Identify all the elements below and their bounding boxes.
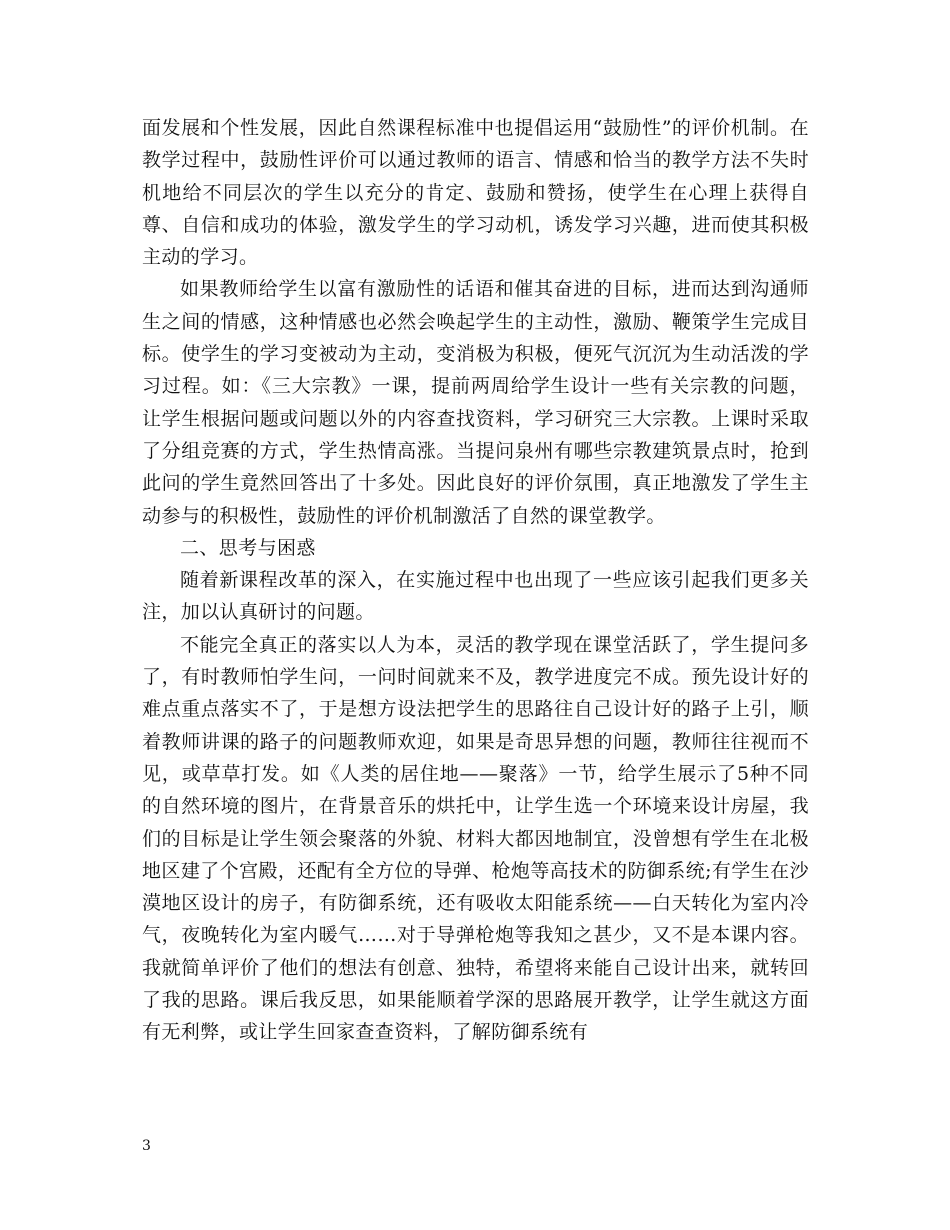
body-text: [142, 112, 809, 1049]
paragraph-1: 面发展和个性发展，因此自然课程标准中也提倡运用“鼓励性”的评价机制。在教学过程中，鼓励性评价可以通过教师的语言、情感和恰当的教学方法不失时机地给不同层次的学生以充分的肯定、鼓励和赞扬，使学生在心理上获得自尊、自信和成功的体验，激发学生的学习动机，诱发学习兴趣，进而使其积极主动的学习。: [142, 117, 809, 269]
section-heading: 二、思考与困惑: [180, 536, 316, 559]
paragraph-4: 不能完全真正的落实以人为本，灵活的教学现在课堂活跃了，学生提问多了，有时教师怕学生问，一问时间就来不及，教学进度完不成。预先设计好的难点重点落实不了，于是想方设法把学生的思路往自己设计好的路子上引，顺着教师讲课的路子的问题教师欢迎，如果是奇思异想的问题，教师往往视而不见，或草草打发。如《人类的居住地——聚落》一节，给学生展示了5种不同的自然环境的图片，在背景音乐的烘托中，让学生选一个环境来设计房屋，我们的目标是让学生领会聚落的外貌、材料大都因地制宜，没曾想有学生在北极地区建了个宫殿，还配有全方位的导弹、枪炮等高技术的防御系统;有学生在沙漠地区设计的房子，有防御系统，还有吸收太阳能系统——白天转化为室内冷气，夜晚转化为室内暖气……对于导弹枪炮等我知之甚少，又不是本课内容。我就简单评价了他们的想法有创意、独特，希望将来能自己设计出来，就转回了我的思路。课后我反思，如果能顺着学深的思路展开教学，让学生就这方面有无利弊，或让学生回家查查资料，了解防御系统有: [142, 633, 809, 1044]
paragraph-2: 如果教师给学生以富有激励性的话语和催其奋进的目标，进而达到沟通师生之间的情感，这种情感也必然会唤起学生的主动性，激励、鞭策学生完成目标。使学生的学习变被动为主动，变消极为积极，便死气沉沉为生动活泼的学习过程。如：《三大宗教》一课，提前两周给学生设计一些有关宗教的问题，让学生根据问题或问题以外的内容查找资料，学习研究三大宗教。上课时采取了分组竞赛的方式，学生热情高涨。当提问泉州有哪些宗教建筑景点时，抢到此问的学生竟然回答出了十多处。因此良好的评价氛围，真正地激发了学生主动参与的积极性，鼓励性的评价机制激活了自然的课堂教学。: [142, 278, 809, 527]
page-number: 3: [142, 1138, 151, 1154]
paragraph-3: 随着新课程改革的深入，在实施过程中也出现了一些应该引起我们更多关注，加以认真研讨的问题。: [142, 569, 809, 624]
